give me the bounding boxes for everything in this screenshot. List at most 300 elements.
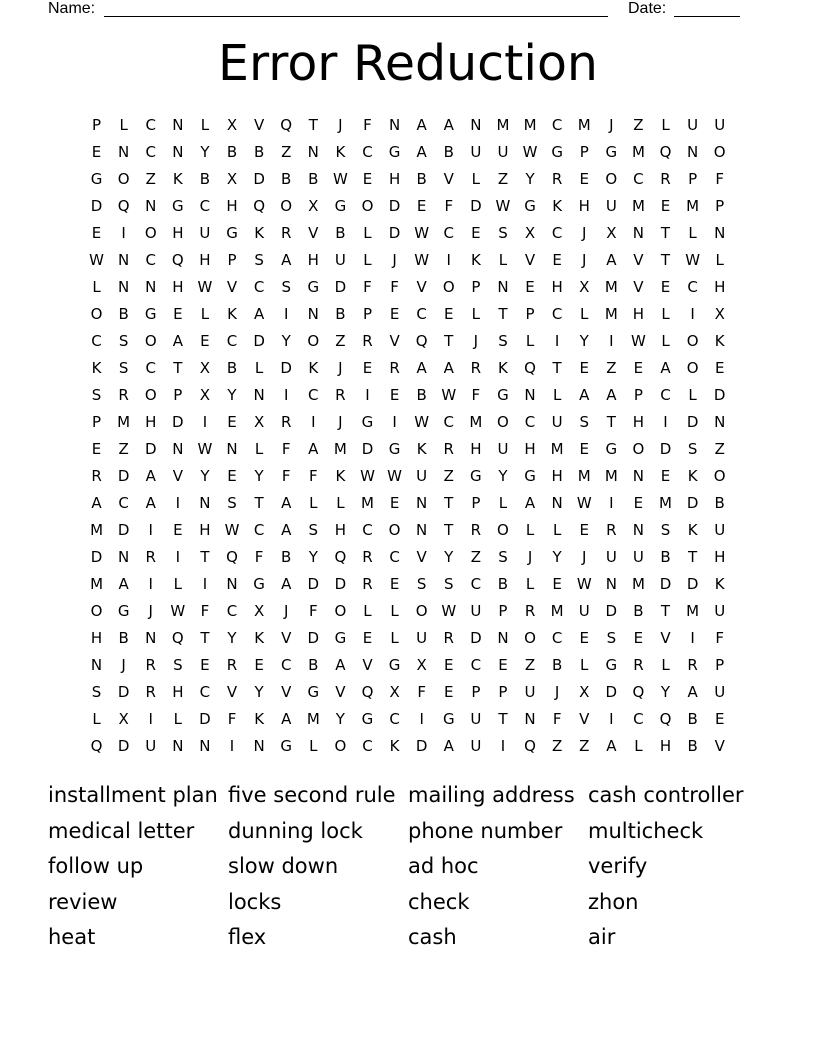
grid-letter: O xyxy=(524,629,536,647)
grid-letter: W xyxy=(197,440,213,458)
word-list-row xyxy=(48,814,768,850)
grid-letter: O xyxy=(307,332,320,350)
grid-letter: L xyxy=(661,656,670,674)
grid-letter: Q xyxy=(334,548,347,566)
grid-letter: L xyxy=(525,575,535,593)
grid-letter: L xyxy=(336,494,345,512)
grid-letter: N xyxy=(497,278,509,296)
grid-row xyxy=(83,571,733,598)
grid-letter: W xyxy=(387,467,402,485)
grid-letter: D xyxy=(686,575,699,593)
grid-letter: D xyxy=(307,629,320,647)
grid-letter: F xyxy=(715,170,725,188)
grid-letter: U xyxy=(199,224,211,242)
grid-letter: U xyxy=(714,116,726,134)
grid-letter: P xyxy=(173,386,183,404)
grid-letter: D xyxy=(117,521,130,539)
grid-letter: E xyxy=(579,170,589,188)
grid-letter: H xyxy=(145,413,157,431)
grid-row xyxy=(83,490,733,517)
grid-letter: S xyxy=(173,656,183,674)
grid-letter: G xyxy=(605,656,618,674)
grid-letter: G xyxy=(388,143,401,161)
grid-letter: A xyxy=(308,440,319,458)
grid-row xyxy=(83,301,733,328)
grid-letter: U xyxy=(714,602,726,620)
grid-letter: E xyxy=(660,197,671,215)
grid-letter: H xyxy=(551,278,563,296)
grid-letter: E xyxy=(173,521,183,539)
grid-letter: I xyxy=(609,494,614,512)
grid-letter: P xyxy=(715,197,725,215)
grid-letter: C xyxy=(551,224,563,242)
grid-letter: S xyxy=(444,575,454,593)
grid-letter: A xyxy=(118,575,129,593)
grid-letter: N xyxy=(714,224,726,242)
grid-letter: M xyxy=(90,521,104,539)
grid-letter: H xyxy=(551,467,563,485)
grid-letter: G xyxy=(470,467,482,485)
grid-letter: I xyxy=(148,575,153,593)
grid-letter: E xyxy=(525,278,535,296)
grid-letter: R xyxy=(335,386,346,404)
grid-letter: T xyxy=(688,548,698,566)
grid-letter: O xyxy=(497,413,509,431)
grid-letter: G xyxy=(280,737,293,755)
grid-letter: A xyxy=(606,386,617,404)
grid-letter: U xyxy=(714,683,726,701)
grid-letter: V xyxy=(172,467,183,485)
name-blank-line xyxy=(104,16,608,17)
grid-letter: L xyxy=(471,170,481,188)
grid-letter: X xyxy=(579,683,590,701)
grid-letter: Q xyxy=(361,683,374,701)
grid-letter: L xyxy=(552,386,562,404)
grid-letter: D xyxy=(470,197,482,215)
grid-letter: L xyxy=(254,440,264,458)
grid-letter: H xyxy=(307,251,319,269)
grid-letter: D xyxy=(117,467,130,485)
grid-letter: E xyxy=(389,575,400,593)
grid-letter: F xyxy=(552,710,562,728)
word-list-item: zhon xyxy=(588,889,639,914)
word-list-item: multicheck xyxy=(588,818,704,843)
grid-letter: C xyxy=(145,116,156,134)
grid-letter: Y xyxy=(200,467,210,485)
grid-letter: P xyxy=(92,116,102,134)
grid-letter: O xyxy=(497,521,509,539)
grid-row xyxy=(83,544,733,571)
word-list-item: ad hoc xyxy=(408,854,479,878)
grid-letter: U xyxy=(524,683,536,701)
grid-letter: W xyxy=(631,332,646,350)
grid-letter: O xyxy=(388,521,401,539)
grid-letter: C xyxy=(687,278,698,296)
grid-letter: R xyxy=(443,440,454,458)
grid-letter: O xyxy=(144,332,157,350)
grid-letter: Y xyxy=(254,467,264,485)
grid-letter: U xyxy=(714,521,726,539)
grid-letter: I xyxy=(500,737,506,755)
grid-letter: K xyxy=(416,440,427,458)
grid-row xyxy=(83,436,733,463)
grid-letter: Y xyxy=(552,548,562,566)
grid-letter: E xyxy=(389,305,400,323)
grid-letter: I xyxy=(202,575,208,593)
grid-letter: N xyxy=(714,413,726,431)
grid-letter: L xyxy=(471,305,481,323)
grid-letter: Y xyxy=(254,683,264,701)
grid-letter: O xyxy=(713,143,726,161)
grid-letter: L xyxy=(173,575,182,593)
grid-letter: J xyxy=(283,602,289,620)
grid-row xyxy=(83,355,733,382)
grid-letter: Q xyxy=(415,332,428,350)
grid-letter: B xyxy=(416,170,427,188)
grid-letter: B xyxy=(281,170,292,188)
grid-letter: I xyxy=(121,224,126,242)
grid-letter: F xyxy=(227,710,237,728)
grid-letter: M xyxy=(631,575,645,593)
grid-letter: K xyxy=(227,305,237,323)
grid-letter: C xyxy=(524,413,536,431)
grid-letter: W xyxy=(576,575,592,593)
grid-letter: G xyxy=(361,710,374,728)
grid-letter: Q xyxy=(524,737,536,755)
grid-letter: D xyxy=(686,413,699,431)
grid-letter: K xyxy=(335,143,346,161)
grid-letter: G xyxy=(388,440,401,458)
grid-letter: Z xyxy=(579,737,590,755)
grid-letter: R xyxy=(443,629,454,647)
grid-letter: L xyxy=(119,116,128,134)
grid-letter: I xyxy=(446,251,451,269)
grid-letter: Y xyxy=(660,683,671,701)
grid-letter: C xyxy=(308,386,319,404)
grid-letter: N xyxy=(551,494,563,512)
grid-letter: H xyxy=(524,440,536,458)
grid-letter: W xyxy=(360,467,375,485)
grid-letter: U xyxy=(578,602,590,620)
grid-row xyxy=(83,166,733,193)
grid-letter: L xyxy=(363,602,372,620)
grid-letter: X xyxy=(118,710,129,728)
grid-letter: L xyxy=(498,494,508,512)
grid-letter: E xyxy=(714,710,725,728)
grid-letter: B xyxy=(308,656,319,674)
grid-row xyxy=(83,598,733,625)
word-list-row xyxy=(48,885,768,921)
grid-letter: T xyxy=(173,359,183,377)
grid-letter: I xyxy=(365,386,370,404)
grid-letter: X xyxy=(524,224,536,242)
grid-letter: Q xyxy=(659,710,672,728)
grid-letter: J xyxy=(527,548,533,566)
grid-row xyxy=(83,652,733,679)
grid-letter: F xyxy=(363,278,372,296)
grid-letter: W xyxy=(441,386,457,404)
grid-letter: E xyxy=(91,143,102,161)
grid-letter: S xyxy=(281,278,291,296)
grid-letter: N xyxy=(388,116,401,134)
grid-letter: E xyxy=(660,278,671,296)
grid-letter: C xyxy=(551,629,563,647)
grid-letter: N xyxy=(524,386,536,404)
grid-letter: B xyxy=(226,359,238,377)
grid-letter: J xyxy=(338,359,343,377)
grid-letter: D xyxy=(199,710,211,728)
name-label: Name: xyxy=(48,0,96,17)
grid-letter: A xyxy=(606,251,617,269)
grid-letter: X xyxy=(416,656,427,674)
grid-letter: B xyxy=(226,143,238,161)
grid-letter: N xyxy=(118,278,130,296)
date-blank-line xyxy=(674,16,740,17)
grid-letter: Z xyxy=(633,116,644,134)
grid-letter: W xyxy=(197,278,213,296)
grid-letter: S xyxy=(91,683,102,701)
grid-letter: C xyxy=(443,413,454,431)
grid-letter: K xyxy=(335,467,346,485)
grid-letter: B xyxy=(714,494,725,512)
grid-letter: Y xyxy=(227,629,237,647)
grid-letter: N xyxy=(632,467,645,485)
grid-letter: R xyxy=(145,683,156,701)
grid-letter: I xyxy=(609,332,614,350)
grid-letter: D xyxy=(388,224,401,242)
grid-letter: N xyxy=(470,116,482,134)
grid-letter: A xyxy=(660,359,671,377)
grid-letter: P xyxy=(498,683,508,701)
word-list-item: locks xyxy=(228,889,282,914)
grid-letter: T xyxy=(444,521,454,539)
grid-letter: I xyxy=(663,413,668,431)
grid-letter: J xyxy=(554,683,560,701)
grid-letter: B xyxy=(199,170,211,188)
grid-letter: T xyxy=(660,251,671,269)
grid-letter: A xyxy=(145,467,156,485)
grid-letter: C xyxy=(443,224,454,242)
grid-letter: D xyxy=(172,413,184,431)
grid-letter: K xyxy=(687,467,698,485)
grid-letter: G xyxy=(307,278,320,296)
header-line xyxy=(0,0,816,22)
grid-row xyxy=(83,463,733,490)
grid-letter: N xyxy=(199,494,211,512)
word-list-row xyxy=(48,778,768,814)
grid-letter: C xyxy=(362,521,373,539)
grid-letter: G xyxy=(605,143,618,161)
grid-letter: V xyxy=(226,683,238,701)
grid-letter: G xyxy=(334,197,347,215)
grid-letter: Y xyxy=(281,332,291,350)
grid-letter: N xyxy=(145,629,157,647)
grid-letter: V xyxy=(524,251,536,269)
grid-letter: A xyxy=(91,494,102,512)
grid-letter: W xyxy=(414,224,430,242)
grid-letter: F xyxy=(417,683,426,701)
grid-letter: J xyxy=(473,332,479,350)
grid-letter: B xyxy=(118,305,129,323)
grid-letter: T xyxy=(498,710,508,728)
word-list-item: medical letter xyxy=(48,818,195,843)
grid-letter: L xyxy=(580,305,589,323)
grid-letter: I xyxy=(175,548,181,566)
grid-letter: M xyxy=(604,278,618,296)
grid-letter: B xyxy=(118,629,129,647)
grid-letter: Q xyxy=(632,683,645,701)
grid-letter: D xyxy=(713,386,726,404)
grid-letter: K xyxy=(470,251,481,269)
grid-letter: J xyxy=(338,413,343,431)
grid-letter: R xyxy=(470,359,482,377)
grid-letter: P xyxy=(579,143,589,161)
grid-letter: I xyxy=(311,413,316,431)
grid-letter: G xyxy=(334,629,347,647)
grid-letter: R xyxy=(280,224,292,242)
grid-letter: E xyxy=(416,197,427,215)
grid-letter: E xyxy=(200,656,210,674)
grid-letter: D xyxy=(144,440,157,458)
grid-letter: V xyxy=(226,278,238,296)
grid-letter: G xyxy=(253,575,265,593)
word-list-item: check xyxy=(408,889,470,914)
grid-letter: V xyxy=(443,170,454,188)
grid-letter: F xyxy=(281,467,291,485)
grid-letter: G xyxy=(524,467,536,485)
grid-letter: G xyxy=(361,413,374,431)
grid-letter: J xyxy=(338,116,343,134)
grid-letter: R xyxy=(470,521,482,539)
grid-letter: N xyxy=(172,737,184,755)
grid-letter: U xyxy=(470,737,482,755)
grid-letter: I xyxy=(690,305,695,323)
grid-letter: O xyxy=(686,359,699,377)
grid-letter: I xyxy=(609,710,614,728)
grid-letter: D xyxy=(659,440,672,458)
grid-letter: C xyxy=(551,305,563,323)
grid-letter: C xyxy=(633,710,644,728)
word-list-item: mailing address xyxy=(408,783,575,807)
grid-letter: W xyxy=(685,251,701,269)
grid-letter: E xyxy=(362,629,373,647)
grid-letter: I xyxy=(283,305,289,323)
word-list-item: follow up xyxy=(48,854,144,878)
grid-letter: A xyxy=(335,656,346,674)
grid-letter: R xyxy=(687,656,698,674)
grid-letter: C xyxy=(633,170,644,188)
grid-letter: Z xyxy=(335,332,346,350)
grid-letter: A xyxy=(281,251,292,269)
grid-letter: G xyxy=(605,440,618,458)
grid-letter: F xyxy=(471,386,481,404)
grid-letter: C xyxy=(91,332,102,350)
grid-letter: L xyxy=(390,602,399,620)
grid-letter: L xyxy=(688,224,697,242)
grid-letter: O xyxy=(90,305,103,323)
letter-grid xyxy=(83,112,733,760)
grid-letter: C xyxy=(145,359,156,377)
grid-letter: A xyxy=(253,305,265,323)
grid-letter: I xyxy=(392,413,397,431)
grid-letter: K xyxy=(254,224,265,242)
grid-letter: B xyxy=(281,548,292,566)
grid-row xyxy=(83,625,733,652)
grid-letter: N xyxy=(524,710,536,728)
grid-letter: I xyxy=(419,710,424,728)
grid-letter: B xyxy=(551,656,563,674)
grid-letter: I xyxy=(148,521,153,539)
grid-letter: A xyxy=(443,116,454,134)
grid-letter: L xyxy=(200,116,210,134)
grid-letter: P xyxy=(227,251,237,269)
grid-letter: P xyxy=(471,683,481,701)
page-title: Error Reduction xyxy=(218,35,598,92)
grid-letter: U xyxy=(334,251,346,269)
grid-letter: H xyxy=(632,413,645,431)
grid-letter: K xyxy=(687,521,698,539)
grid-letter: L xyxy=(688,386,697,404)
grid-letter: S xyxy=(227,494,237,512)
grid-letter: X xyxy=(226,170,238,188)
grid-letter: X xyxy=(714,305,725,323)
word-list-item: verify xyxy=(588,854,648,878)
grid-letter: U xyxy=(145,737,157,755)
grid-letter: E xyxy=(471,224,481,242)
grid-letter: W xyxy=(441,602,457,620)
grid-letter: M xyxy=(523,116,537,134)
grid-letter: M xyxy=(469,413,483,431)
grid-letter: J xyxy=(148,602,153,620)
grid-letter: M xyxy=(631,197,645,215)
grid-letter: N xyxy=(118,251,130,269)
grid-letter: N xyxy=(172,143,184,161)
grid-letter: Z xyxy=(714,440,725,458)
grid-letter: C xyxy=(199,683,211,701)
grid-letter: L xyxy=(309,494,318,512)
grid-letter: L xyxy=(580,656,589,674)
grid-letter: E xyxy=(389,386,400,404)
grid-letter: A xyxy=(606,737,617,755)
grid-letter: A xyxy=(443,359,454,377)
grid-letter: C xyxy=(389,710,400,728)
grid-letter: N xyxy=(416,494,428,512)
grid-letter: T xyxy=(606,413,616,431)
grid-letter: R xyxy=(362,548,373,566)
grid-letter: V xyxy=(253,116,265,134)
grid-letter: X xyxy=(226,116,238,134)
grid-letter: V xyxy=(714,737,725,755)
grid-letter: S xyxy=(416,575,427,593)
grid-letter: F xyxy=(200,602,210,620)
grid-letter: O xyxy=(415,602,428,620)
grid-letter: M xyxy=(306,710,320,728)
grid-letter: G xyxy=(117,602,130,620)
grid-letter: E xyxy=(552,575,562,593)
grid-letter: V xyxy=(633,251,644,269)
grid-letter: R xyxy=(633,656,644,674)
grid-letter: U xyxy=(632,548,644,566)
grid-letter: A xyxy=(281,494,292,512)
grid-letter: Y xyxy=(335,710,345,728)
grid-letter: W xyxy=(522,143,538,161)
grid-letter: H xyxy=(659,737,672,755)
grid-letter: T xyxy=(660,224,671,242)
grid-letter: R xyxy=(145,656,156,674)
grid-letter: M xyxy=(496,116,510,134)
grid-letter: Q xyxy=(90,737,103,755)
grid-letter: D xyxy=(280,359,292,377)
